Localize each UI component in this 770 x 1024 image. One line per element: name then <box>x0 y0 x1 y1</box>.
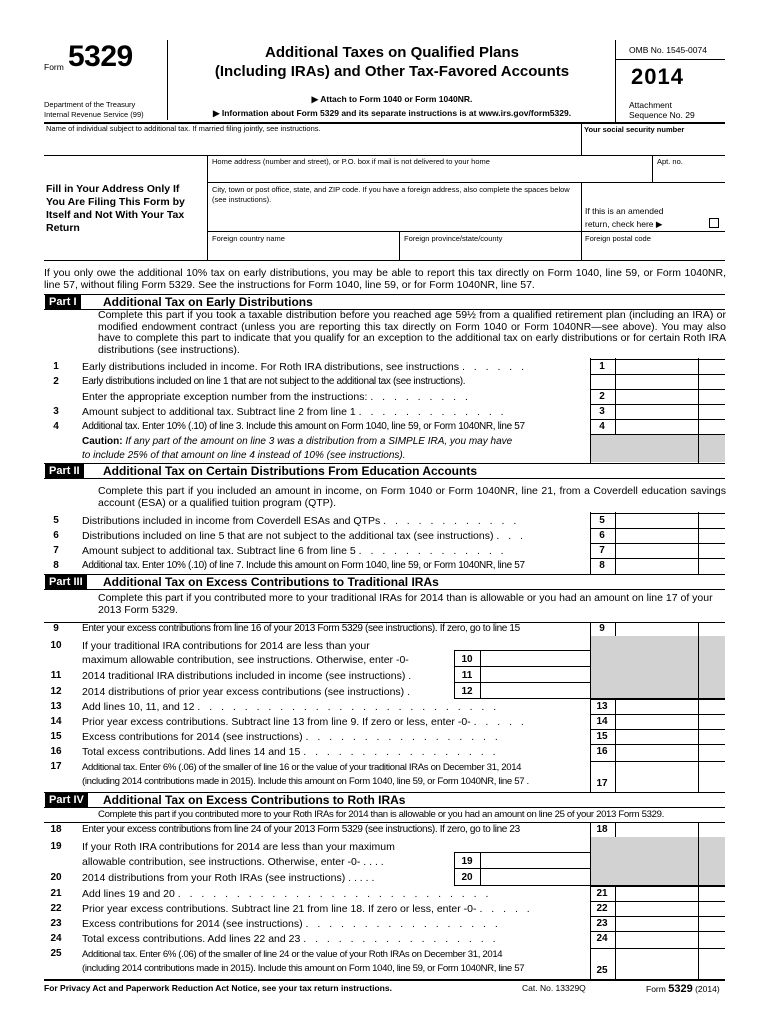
irs-label: Internal Revenue Service (99) <box>44 110 144 119</box>
part1-tag: Part I <box>45 295 81 310</box>
line4-label: Additional tax. Enter 10% (.10) of line 3. Include this amount on Form 1040, line 59, or Form 1040NR, line 57 <box>82 421 525 432</box>
line22-dot-leader: . . . . . <box>479 903 533 915</box>
line16-text <box>82 746 499 758</box>
line5-text <box>82 515 519 527</box>
line5-number: 5 <box>53 515 59 526</box>
line4-amount[interactable] <box>616 420 724 434</box>
part1-title: Additional Tax on Early Distributions <box>103 295 313 309</box>
catalog-number: Cat. No. 13329Q <box>522 983 586 993</box>
form-title-line1: Additional Taxes on Qualified Plans <box>265 44 519 61</box>
line5-label: Distributions included in income from Coverdell ESAs and QTPs <box>82 515 381 527</box>
line2-box: 2 <box>599 391 605 402</box>
line6-dot-leader: . . . <box>496 530 526 542</box>
line16-box: 16 <box>596 746 608 757</box>
line19-text-2: allowable contribution, see instructions. Otherwise, enter -0- . . . . <box>82 856 384 868</box>
line6-amount[interactable] <box>616 529 724 543</box>
line17-text-1: Additional tax. Enter 6% (.06) of the smaller of line 16 or the value of your traditional IRAs on December 31, 2014 <box>82 762 522 773</box>
line23-number: 23 <box>50 918 62 929</box>
line19-number: 19 <box>50 841 62 852</box>
line2-label: Enter the appropriate exception number from the instructions: <box>82 391 368 403</box>
line2-text <box>82 376 465 387</box>
line6-label: Distributions included on line 5 that are not subject to the additional tax (see instructions) <box>82 530 494 542</box>
line24-box: 24 <box>596 933 608 944</box>
attach-instruction: ▶ Attach to Form 1040 or Form 1040NR. <box>311 94 473 104</box>
line19-box: 19 <box>461 856 473 867</box>
line20-text: 2014 distributions from your Roth IRAs (see instructions) . . . . . <box>82 872 375 884</box>
line12-text: 2014 distributions of prior year excess contributions (see instructions) . <box>82 686 410 698</box>
foreign-country-field[interactable] <box>210 244 396 259</box>
line10-box: 10 <box>461 654 473 665</box>
line13-number: 13 <box>50 701 62 712</box>
line8-box: 8 <box>599 560 605 571</box>
part3-tag: Part III <box>45 575 87 590</box>
line15-box: 15 <box>596 731 608 742</box>
line7-box: 7 <box>599 545 605 556</box>
tax-year: 2014 <box>631 64 684 89</box>
line2-text <box>82 391 471 403</box>
part2-title: Additional Tax on Certain Distributions From Education Accounts <box>103 464 478 478</box>
line11-box: 11 <box>461 670 473 681</box>
line3-number: 3 <box>53 406 59 417</box>
foreign-province-label: Foreign province/state/county <box>404 234 503 243</box>
part4-instructions: Complete this part if you contributed more to your Roth IRAs for 2014 than is allowable or you had an amount on line 25 of your 2013 Form 5329. <box>98 809 664 820</box>
line11-text: 2014 traditional IRA distributions included in income (see instructions) . <box>82 670 412 682</box>
part2-tag: Part II <box>45 464 84 479</box>
line14-number: 14 <box>50 716 62 727</box>
line20-box: 20 <box>461 872 473 883</box>
line6-number: 6 <box>53 530 59 541</box>
name-label: Name of individual subject to additional tax. If married filing jointly, see instructions. <box>46 124 321 133</box>
line19-text-1: If your Roth IRA contributions for 2014 are less than your maximum <box>82 841 395 853</box>
line14-dot-leader: . . . . . <box>473 716 527 728</box>
line22-amount[interactable] <box>616 902 724 916</box>
line24-text <box>82 933 499 945</box>
info-instruction: ▶ Information about Form 5329 and its separate instructions is at www.irs.gov/form5329. <box>212 108 572 118</box>
line18-text: Enter your excess contributions from line 24 of your 2013 Form 5329 (see instructions). If zero, go to line 23 <box>82 824 520 835</box>
line11-amount[interactable] <box>481 669 587 683</box>
line10-text-2: maximum allowable contribution, see instructions. Otherwise, enter -0- <box>82 654 409 666</box>
line16-amount[interactable] <box>616 745 724 759</box>
line10-number: 10 <box>50 640 62 651</box>
amended-return-checkbox[interactable] <box>709 218 719 228</box>
ssn-label: Your social security number <box>584 125 685 134</box>
line21-label: Add lines 19 and 20 <box>82 888 175 900</box>
part2-instructions: Complete this part if you included an amount in income, on Form 1040 or Form 1040NR, line 21, from a Coverdell education savings account (ESA) or a qualified tuition program (QTP). <box>98 485 726 509</box>
line2-dot-leader: . . . . . . . . . <box>370 391 471 403</box>
line22-number: 22 <box>50 903 62 914</box>
line24-amount[interactable] <box>616 932 724 946</box>
apt-label: Apt. no. <box>657 157 683 166</box>
line4-number: 4 <box>53 421 59 432</box>
line4-box: 4 <box>599 421 605 432</box>
line12-number: 12 <box>50 686 62 697</box>
fill-in-instruction: Fill in Your Address Only If You Are Filing This Form by Itself and Not With Your Tax Return <box>46 183 185 234</box>
line21-box: 21 <box>596 888 608 899</box>
line25-amount[interactable] <box>616 963 724 977</box>
line9-box: 9 <box>599 623 605 634</box>
line16-label: Total excess contributions. Add lines 14 and 15 <box>82 746 301 758</box>
line4-caution-2: to include 25% of that amount on line 4 instead of 10% (see instructions). <box>82 450 406 461</box>
line24-number: 24 <box>50 933 62 944</box>
form-number: 5329 <box>68 40 133 73</box>
line6-text <box>82 530 526 542</box>
line7-text <box>82 545 507 557</box>
foreign-country-label: Foreign country name <box>212 234 285 243</box>
part3-title: Additional Tax on Excess Contributions to Traditional IRAs <box>103 575 439 589</box>
line24-dot-leader: . . . . . . . . . . . . . . . . . <box>303 933 499 945</box>
line19-amount[interactable] <box>481 855 587 869</box>
line15-amount[interactable] <box>616 730 724 744</box>
intro-text: If you only owe the additional 10% tax on early distributions, you may be able to report this tax directly on Form 1040, line 59, or Form 1040NR, line 57, without filing Form 5329. See the instructions for Form 1040, line 59, or for Form 1040NR, line 57. <box>44 267 726 291</box>
sequence-number: Sequence No. 29 <box>629 110 695 120</box>
form-label: Form <box>44 62 64 72</box>
ssn-field[interactable] <box>584 136 724 154</box>
line13-amount[interactable] <box>616 700 724 714</box>
line22-label: Prior year excess contributions. Subtract line 21 from line 18. If zero or less, enter -0- <box>82 903 477 915</box>
apt-field[interactable] <box>655 166 723 181</box>
foreign-postal-label: Foreign postal code <box>585 234 651 243</box>
line2-label: Early distributions included on line 1 that are not subject to the additional tax (see instructions). <box>82 376 466 387</box>
line18-number: 18 <box>50 824 62 835</box>
line14-box: 14 <box>596 716 608 727</box>
line8-amount[interactable] <box>616 559 724 573</box>
line8-label: Additional tax. Enter 10% (.10) of line 7. Include this amount on Form 1040, line 59, or Form 1040NR, line 57 <box>82 560 525 571</box>
line7-dot-leader: . . . . . . . . . . . . . <box>358 545 507 557</box>
line15-label: Excess contributions for 2014 (see instructions) <box>82 731 303 743</box>
omb-number: OMB No. 1545-0074 <box>629 45 707 55</box>
line14-amount[interactable] <box>616 715 724 729</box>
line3-text <box>82 406 507 418</box>
part3-instructions: Complete this part if you contributed more to your traditional IRAs for 2014 than is allowable or you had an amount on line 17 of your 2013 Form 5329. <box>98 592 713 616</box>
line4-caution: Caution: If any part of the amount on line 3 was a distribution from a SIMPLE IRA, you may have <box>82 436 513 447</box>
address-label: Home address (number and street), or P.O. box if mail is not delivered to your home <box>212 157 490 166</box>
foreign-postal-field[interactable] <box>584 244 724 259</box>
form-title-line2: (Including IRAs) and Other Tax-Favored Accounts <box>214 63 570 80</box>
line15-number: 15 <box>50 731 62 742</box>
footer-form-id: Form 5329 (2014) <box>646 983 720 995</box>
line18-box: 18 <box>596 824 608 835</box>
part4-tag: Part IV <box>45 793 88 808</box>
line10-text-1: If your traditional IRA contributions for 2014 are less than your <box>82 640 370 652</box>
line15-text <box>82 731 501 743</box>
line18-amount[interactable] <box>616 823 724 837</box>
line17-number: 17 <box>50 761 62 772</box>
line25-number: 25 <box>50 948 62 959</box>
line16-number: 16 <box>50 746 62 757</box>
line13-box: 13 <box>596 701 608 712</box>
line21-dot-leader: . . . . . . . . . . . . . . . . . . . . . . . . . . . <box>177 888 492 900</box>
line5-dot-leader: . . . . . . . . . . . . <box>383 515 520 527</box>
privacy-notice: For Privacy Act and Paperwork Reduction Act Notice, see your tax return instructions. <box>44 983 392 993</box>
line10-amount[interactable] <box>481 653 587 667</box>
line12-amount[interactable] <box>481 685 587 699</box>
line1-label: Early distributions included in income. For Roth IRA distributions, see instructions <box>82 361 460 373</box>
line13-label: Add lines 10, 11, and 12 <box>82 701 195 713</box>
line15-dot-leader: . . . . . . . . . . . . . . . . . <box>305 731 501 743</box>
line9-amount[interactable] <box>616 622 724 636</box>
name-field[interactable] <box>46 133 576 153</box>
line12-box: 12 <box>461 686 473 697</box>
line3-dot-leader: . . . . . . . . . . . . . <box>358 406 507 418</box>
line2-amount[interactable] <box>616 390 724 404</box>
part1-instructions: Complete this part if you took a taxable distribution before you reached age 59½ from a qualified retirement plan (including an IRA) or modified endowment contract (unless you are reporting this tax directly on Form 1040 or Form 1040NR—see above). You may also have to complete this part to indicate that you qualify for an exception to the additional tax on early distributions or for certain Roth IRA distributions (see instructions). <box>98 309 726 356</box>
line22-box: 22 <box>596 903 608 914</box>
amended-label-2: return, check here ▶ <box>585 219 663 229</box>
line14-text <box>82 716 527 728</box>
line3-box: 3 <box>599 406 605 417</box>
line14-label: Prior year excess contributions. Subtract line 13 from line 9. If zero or less, enter -0- <box>82 716 471 728</box>
line1-number: 1 <box>53 361 59 372</box>
line3-amount[interactable] <box>616 405 724 419</box>
line6-box: 6 <box>599 530 605 541</box>
line23-label: Excess contributions for 2014 (see instructions) <box>82 918 303 930</box>
line23-amount[interactable] <box>616 917 724 931</box>
line17-box: 17 <box>596 778 608 789</box>
line9-number: 9 <box>53 623 59 634</box>
line13-text <box>82 701 499 713</box>
line20-number: 20 <box>50 872 62 883</box>
line8-number: 8 <box>53 560 59 571</box>
line21-text <box>82 888 491 900</box>
foreign-province-field[interactable] <box>402 244 578 259</box>
line23-box: 23 <box>596 918 608 929</box>
line1-amount[interactable] <box>616 360 724 374</box>
city-label: City, town or post office, state, and ZIP code. If you have a foreign address, also complete the spaces below (see instructions). <box>212 185 570 204</box>
line11-number: 11 <box>50 670 62 681</box>
line23-text <box>82 918 501 930</box>
line21-number: 21 <box>50 888 62 899</box>
line23-dot-leader: . . . . . . . . . . . . . . . . . <box>305 918 501 930</box>
line25-box: 25 <box>596 965 608 976</box>
line8-text <box>82 560 525 571</box>
line20-amount[interactable] <box>481 871 587 885</box>
line13-dot-leader: . . . . . . . . . . . . . . . . . . . . . . . . . . <box>197 701 500 713</box>
line3-label: Amount subject to additional tax. Subtract line 2 from line 1 <box>82 406 356 418</box>
line7-amount[interactable] <box>616 544 724 558</box>
line2-number: 2 <box>53 376 59 387</box>
line17-amount[interactable] <box>616 776 724 790</box>
line25-text-2: (including 2014 contributions made in 2015). Include this amount on Form 1040, line 59, or Form 1040NR, line 57 <box>82 963 525 974</box>
attachment-label: Attachment <box>629 100 672 110</box>
line21-amount[interactable] <box>616 887 724 901</box>
line7-number: 7 <box>53 545 59 556</box>
line9-text: Enter your excess contributions from line 16 of your 2013 Form 5329 (see instructions). If zero, go to line 15 <box>82 623 520 634</box>
amended-label-1: If this is an amended <box>585 206 664 216</box>
line5-box: 5 <box>599 515 605 526</box>
city-field[interactable] <box>210 207 578 229</box>
line1-dot-leader: . . . . . . <box>461 361 528 373</box>
part4-title: Additional Tax on Excess Contributions to Roth IRAs <box>103 793 406 807</box>
line17-text-2: (including 2014 contributions made in 2015). Include this amount on Form 1040, line 59, or Form 1040NR, line 57 . <box>82 776 529 787</box>
line25-text-1: Additional tax. Enter 6% (.06) of the smaller of line 24 or the value of your Roth IRAs on December 31, 2014 <box>82 949 503 960</box>
line7-label: Amount subject to additional tax. Subtract line 6 from line 5 <box>82 545 356 557</box>
department-label: Department of the Treasury <box>44 100 136 109</box>
line1-text <box>82 361 527 373</box>
address-field[interactable] <box>210 166 650 181</box>
line5-amount[interactable] <box>616 514 724 528</box>
line1-box: 1 <box>599 361 605 372</box>
line22-text <box>82 903 533 915</box>
line16-dot-leader: . . . . . . . . . . . . . . . . . <box>303 746 499 758</box>
line4-text <box>82 421 525 432</box>
line24-label: Total excess contributions. Add lines 22 and 23 <box>82 933 301 945</box>
